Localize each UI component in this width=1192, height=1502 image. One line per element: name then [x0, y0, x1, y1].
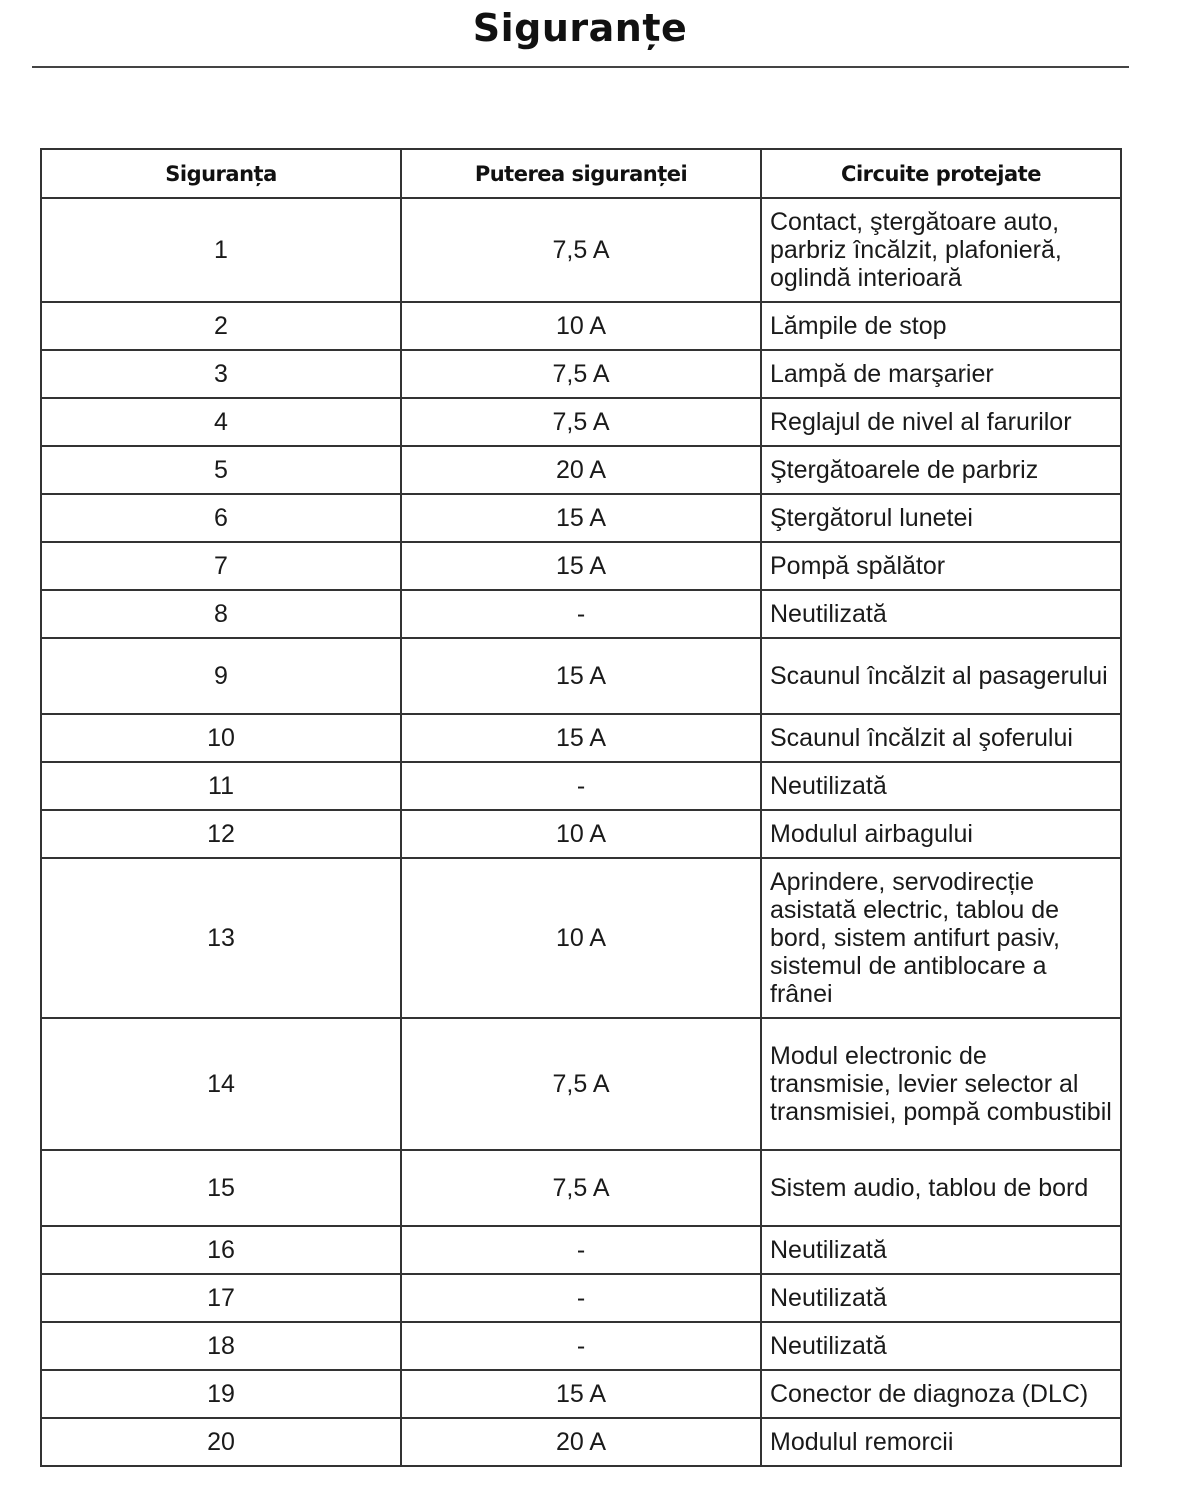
protected-circuits-cell: Lămpile de stop: [761, 302, 1121, 350]
page-title: Siguranțe: [472, 6, 688, 50]
protected-circuits-cell: Pompă spălător: [761, 542, 1121, 590]
fuse-table: [40, 148, 1122, 1467]
fuse-number-cell: 7: [41, 542, 401, 590]
fuse-rating-cell: 7,5 A: [401, 1018, 761, 1150]
fuse-number-cell: 13: [41, 858, 401, 1018]
fuse-rating-cell: 7,5 A: [401, 198, 761, 302]
protected-circuits-cell: Scaunul încălzit al pasagerului: [761, 638, 1121, 714]
fuse-number-cell: 2: [41, 302, 401, 350]
protected-circuits-cell: Contact, ştergătoare auto, parbriz încălzit, plafonieră, oglindă interioară: [761, 198, 1121, 302]
fuse-number-cell: 17: [41, 1274, 401, 1322]
protected-circuits-cell: Ştergătorul lunetei: [761, 494, 1121, 542]
table-row: [41, 446, 1121, 494]
protected-circuits-cell: Sistem audio, tablou de bord: [761, 1150, 1121, 1226]
fuse-rating-cell: 15 A: [401, 714, 761, 762]
protected-circuits-cell: Lampă de marşarier: [761, 350, 1121, 398]
fuse-number-cell: 5: [41, 446, 401, 494]
table-row: [41, 198, 1121, 302]
header-circuits: Circuite protejate: [761, 149, 1121, 198]
protected-circuits-cell: Ştergătoarele de parbriz: [761, 446, 1121, 494]
protected-circuits-cell: Reglajul de nivel al farurilor: [761, 398, 1121, 446]
fuse-rating-cell: 7,5 A: [401, 398, 761, 446]
table-row: [41, 858, 1121, 1018]
table-row: [41, 1150, 1121, 1226]
fuse-number-cell: 16: [41, 1226, 401, 1274]
header-fuse: Siguranța: [41, 149, 401, 198]
protected-circuits-cell: Modul electronic de transmisie, levier selector al transmisiei, pompă combustibil: [761, 1018, 1121, 1150]
fuse-rating-cell: -: [401, 1274, 761, 1322]
table-row: [41, 1370, 1121, 1418]
protected-circuits-cell: Neutilizată: [761, 1322, 1121, 1370]
table-header-row: [41, 149, 1121, 198]
table-row: [41, 398, 1121, 446]
fuse-number-cell: 6: [41, 494, 401, 542]
table-row: [41, 638, 1121, 714]
table-row: [41, 1322, 1121, 1370]
fuse-number-cell: 4: [41, 398, 401, 446]
fuse-rating-cell: -: [401, 1226, 761, 1274]
table-row: [41, 590, 1121, 638]
fuse-rating-cell: 10 A: [401, 810, 761, 858]
fuse-rating-cell: -: [401, 762, 761, 810]
fuse-number-cell: 20: [41, 1418, 401, 1466]
table-row: [41, 762, 1121, 810]
fuse-number-cell: 10: [41, 714, 401, 762]
fuse-number-cell: 8: [41, 590, 401, 638]
fuse-number-cell: 9: [41, 638, 401, 714]
table-row: [41, 302, 1121, 350]
fuse-number-cell: 18: [41, 1322, 401, 1370]
fuse-rating-cell: 15 A: [401, 1370, 761, 1418]
protected-circuits-cell: Scaunul încălzit al şoferului: [761, 714, 1121, 762]
protected-circuits-cell: Neutilizată: [761, 762, 1121, 810]
table-row: [41, 714, 1121, 762]
header-rating: Puterea siguranței: [401, 149, 761, 198]
fuse-number-cell: 12: [41, 810, 401, 858]
protected-circuits-cell: Neutilizată: [761, 590, 1121, 638]
protected-circuits-cell: Conector de diagnoza (DLC): [761, 1370, 1121, 1418]
table-row: [41, 1226, 1121, 1274]
title-divider: [32, 66, 1129, 68]
table-row: [41, 350, 1121, 398]
table-row: [41, 542, 1121, 590]
fuse-number-cell: 19: [41, 1370, 401, 1418]
fuse-rating-cell: 7,5 A: [401, 1150, 761, 1226]
table-row: [41, 1274, 1121, 1322]
table-row: [41, 1018, 1121, 1150]
protected-circuits-cell: Modulul airbagului: [761, 810, 1121, 858]
protected-circuits-cell: Neutilizată: [761, 1226, 1121, 1274]
fuse-number-cell: 15: [41, 1150, 401, 1226]
protected-circuits-cell: Aprindere, servodirecție asistată electric, tablou de bord, sistem antifurt pasiv, sistemul de antiblocare a frânei: [761, 858, 1121, 1018]
table-body: [41, 198, 1121, 1466]
fuse-rating-cell: 10 A: [401, 858, 761, 1018]
fuse-rating-cell: 15 A: [401, 542, 761, 590]
fuse-rating-cell: 20 A: [401, 446, 761, 494]
fuse-rating-cell: 10 A: [401, 302, 761, 350]
table-row: [41, 1418, 1121, 1466]
fuse-rating-cell: 7,5 A: [401, 350, 761, 398]
fuse-number-cell: 3: [41, 350, 401, 398]
fuse-rating-cell: 15 A: [401, 494, 761, 542]
fuse-rating-cell: 20 A: [401, 1418, 761, 1466]
fuse-rating-cell: 15 A: [401, 638, 761, 714]
fuse-number-cell: 14: [41, 1018, 401, 1150]
fuse-rating-cell: -: [401, 590, 761, 638]
table-row: [41, 810, 1121, 858]
fuse-rating-cell: -: [401, 1322, 761, 1370]
protected-circuits-cell: Modulul remorcii: [761, 1418, 1121, 1466]
fuse-number-cell: 11: [41, 762, 401, 810]
table-row: [41, 494, 1121, 542]
protected-circuits-cell: Neutilizată: [761, 1274, 1121, 1322]
fuse-number-cell: 1: [41, 198, 401, 302]
